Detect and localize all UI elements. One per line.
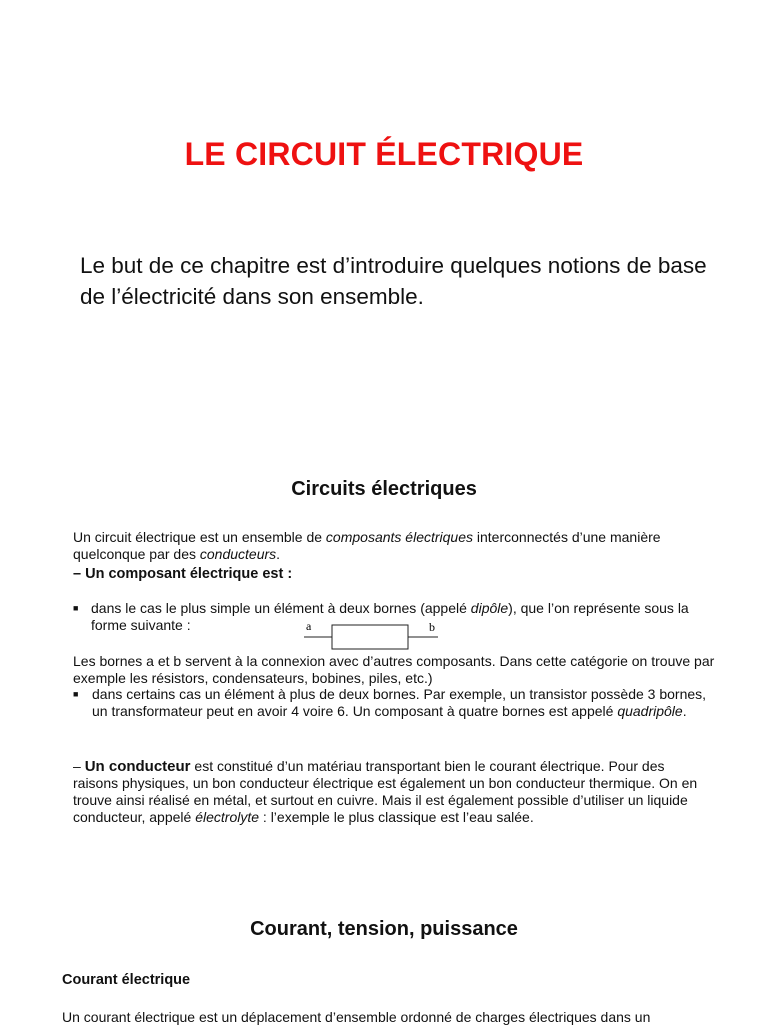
section-heading-circuits: Circuits électriques bbox=[291, 478, 477, 500]
dipole-diagram bbox=[300, 618, 450, 650]
page-title: LE CIRCUIT ÉLECTRIQUE bbox=[184, 136, 584, 172]
bullet-item-quadripole bbox=[92, 686, 722, 720]
composant-heading: – Un composant électrique est : bbox=[73, 566, 293, 582]
text-run-italic: électrolyte bbox=[195, 809, 260, 825]
circuit-definition-paragraph bbox=[73, 529, 723, 563]
text-run: Un circuit électrique est un ensemble de bbox=[73, 529, 326, 545]
text-run-bold: Un conducteur bbox=[84, 758, 191, 775]
text-run-italic: composants électriques bbox=[325, 529, 473, 545]
text-run: ), que l’on représente sous la forme suivante : bbox=[91, 600, 689, 633]
text-run: dans le cas le plus simple un élément à deux bornes (appelé bbox=[91, 600, 471, 616]
bullet-icon: ■ bbox=[73, 603, 79, 613]
conducteur-paragraph bbox=[73, 758, 713, 826]
text-run-italic: dipôle bbox=[470, 600, 509, 616]
section-heading-courant: Courant, tension, puissance bbox=[250, 918, 518, 940]
bullet-icon: ■ bbox=[73, 689, 79, 699]
text-run-italic: conducteurs bbox=[199, 546, 277, 562]
subheading-courant-electrique: Courant électrique bbox=[62, 972, 191, 988]
dipole-label-b: b bbox=[429, 620, 435, 634]
text-run: est constitué d’un matériau transportant bien le courant électrique. Pour des raisons physiques, un bon conducteur électrique est également un bon conducteur thermique. On en trouve ainsi réalisé en métal, et surtout en cuivre. Mais il est également possible d’utiliser un liquide conducteur, appelé bbox=[73, 758, 698, 825]
dipole-body bbox=[332, 625, 408, 649]
text-run-italic: quadripôle bbox=[617, 703, 683, 719]
text-run: : l’exemple le plus classique est l’eau salée. bbox=[259, 809, 534, 825]
text-run: . bbox=[682, 703, 687, 719]
intro-paragraph: Le but de ce chapitre est d’introduire quelques notions de base de l’électricité dans son ensemble. bbox=[80, 253, 707, 309]
text-run: dans certains cas un élément à plus de deux bornes. Par exemple, un transistor possède 3 bornes, un transformateur peut en avoir 4 voire 6. Un composant à quatre bornes est appelé bbox=[92, 686, 707, 719]
bornes-paragraph: Les bornes a et b servent à la connexion avec d’autres composants. Dans cette catégorie on trouve par exemple les résistors, condensateurs, bobines, piles, etc.) bbox=[73, 653, 715, 686]
dipole-label-a: a bbox=[306, 619, 312, 633]
text-run: . bbox=[276, 546, 281, 562]
courant-paragraph: Un courant électrique est un déplacement d’ensemble ordonné de charges électriques dans un bbox=[62, 1009, 651, 1025]
text-run: – bbox=[73, 758, 85, 774]
text-run: interconnectés d’une manière quelconque par des bbox=[73, 529, 661, 562]
